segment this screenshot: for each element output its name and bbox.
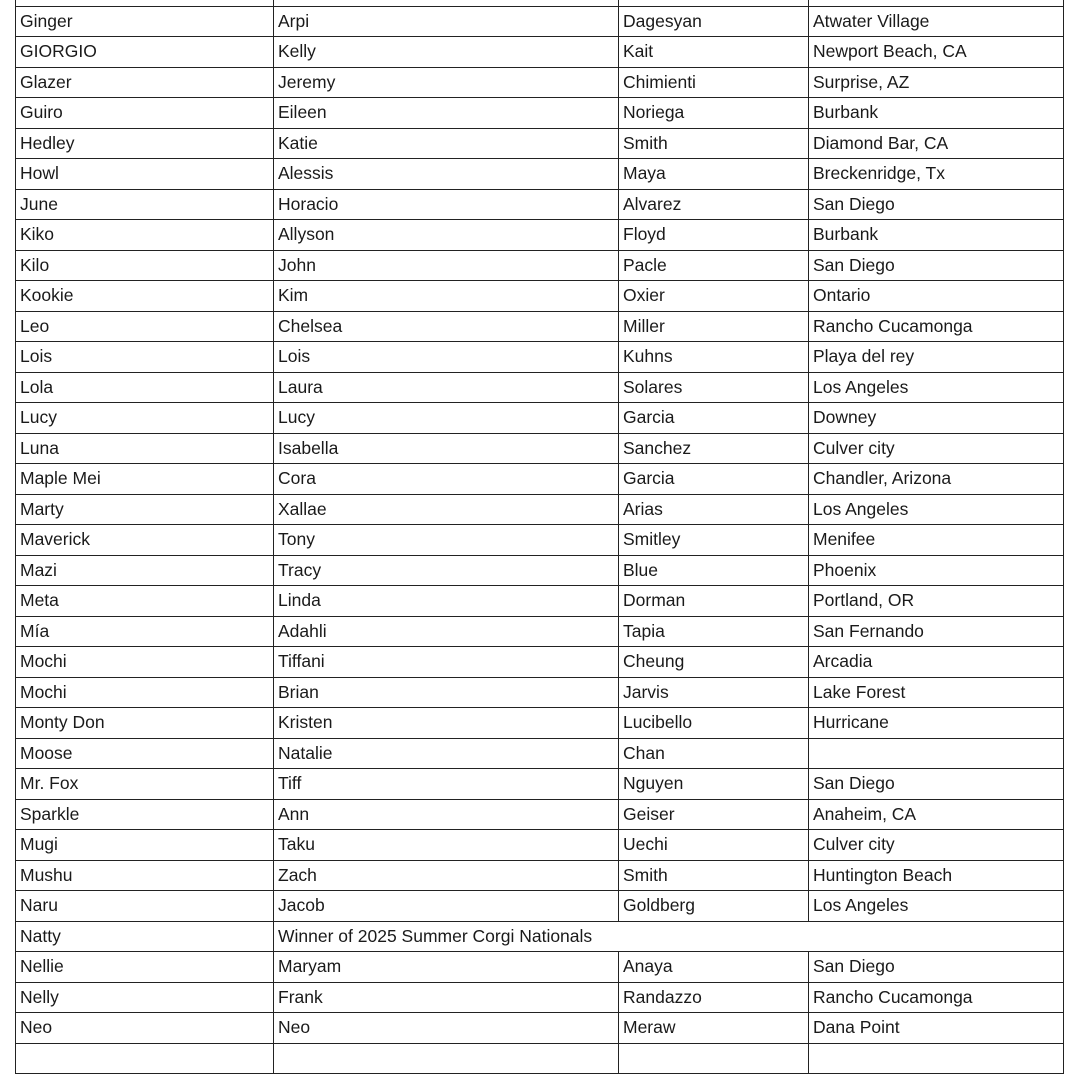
- table-row: [16, 128, 1064, 159]
- cell-pet[interactable]: Leo: [16, 311, 274, 342]
- cell-pet[interactable]: Marty: [16, 494, 274, 525]
- cell-empty[interactable]: [16, 1043, 274, 1074]
- cell-location[interactable]: Rancho Cucamonga: [809, 311, 1064, 342]
- table-row: [16, 281, 1064, 312]
- cell-location[interactable]: Los Angeles: [809, 372, 1064, 403]
- table-row: [16, 311, 1064, 342]
- cell-pet[interactable]: GIORGIO: [16, 37, 274, 68]
- cell-first-name[interactable]: Tiffani: [274, 647, 619, 678]
- cell-pet[interactable]: Maverick: [16, 525, 274, 556]
- cell-location[interactable]: Chandler, Arizona: [809, 464, 1064, 495]
- cell-location[interactable]: Lake Forest: [809, 677, 1064, 708]
- cell-last-name[interactable]: Anaya: [619, 952, 809, 983]
- cell-last-name[interactable]: Smith: [619, 860, 809, 891]
- cell-pet[interactable]: Mazi: [16, 555, 274, 586]
- cell-pet[interactable]: Sparkle: [16, 799, 274, 830]
- cell-pet[interactable]: Hedley: [16, 128, 274, 159]
- cell-location[interactable]: Diamond Bar, CA: [809, 128, 1064, 159]
- cell-location[interactable]: Burbank: [809, 220, 1064, 251]
- cell-first-name[interactable]: Zach: [274, 860, 619, 891]
- table-row: [16, 98, 1064, 129]
- cell-last-name[interactable]: Goldberg: [619, 891, 809, 922]
- cell-last-name[interactable]: Chimienti: [619, 67, 809, 98]
- cell-location[interactable]: Los Angeles: [809, 494, 1064, 525]
- cell-first-name[interactable]: Ann: [274, 799, 619, 830]
- cell-location[interactable]: San Diego: [809, 952, 1064, 983]
- table-row: [16, 830, 1064, 861]
- table-row: [16, 372, 1064, 403]
- cell-first-name[interactable]: Allyson: [274, 220, 619, 251]
- cell-last-name[interactable]: Uechi: [619, 830, 809, 861]
- table-row: [16, 525, 1064, 556]
- cell-location[interactable]: Hurricane: [809, 708, 1064, 739]
- cell-last-name[interactable]: Solares: [619, 372, 809, 403]
- table-row: [16, 647, 1064, 678]
- cell-last-name[interactable]: Nguyen: [619, 769, 809, 800]
- cell-pet[interactable]: Monty Don: [16, 708, 274, 739]
- table-row: [16, 982, 1064, 1013]
- cell-first-name[interactable]: Brian: [274, 677, 619, 708]
- cell-last-name[interactable]: Meraw: [619, 1013, 809, 1044]
- cell-location[interactable]: Dana Point: [809, 1013, 1064, 1044]
- cell-pet[interactable]: Mugi: [16, 830, 274, 861]
- cell-empty[interactable]: [809, 1043, 1064, 1074]
- cell-pet[interactable]: Meta: [16, 586, 274, 617]
- cell-first-name[interactable]: Katie: [274, 128, 619, 159]
- cell-last-name[interactable]: Smith: [619, 128, 809, 159]
- cell-location[interactable]: San Fernando: [809, 616, 1064, 647]
- cell-location[interactable]: Surprise, AZ: [809, 67, 1064, 98]
- table-row: [16, 433, 1064, 464]
- cell-last-name[interactable]: Geiser: [619, 799, 809, 830]
- table-row: [16, 67, 1064, 98]
- spreadsheet: [15, 0, 1063, 1074]
- table-row-partial: [16, 1043, 1064, 1074]
- cell-pet[interactable]: Kilo: [16, 250, 274, 281]
- cell-last-name[interactable]: Cheung: [619, 647, 809, 678]
- cell-pet[interactable]: Moose: [16, 738, 274, 769]
- cell-pet[interactable]: Guiro: [16, 98, 274, 129]
- cell-first-name[interactable]: Kristen: [274, 708, 619, 739]
- cell-first-name[interactable]: John: [274, 250, 619, 281]
- cell-first-name[interactable]: Horacio: [274, 189, 619, 220]
- cell-last-name[interactable]: Kuhns: [619, 342, 809, 373]
- cell-location[interactable]: Los Angeles: [809, 891, 1064, 922]
- cell-first-name[interactable]: Laura: [274, 372, 619, 403]
- table-row: [16, 677, 1064, 708]
- table-row: [16, 494, 1064, 525]
- cell-location[interactable]: Newport Beach, CA: [809, 37, 1064, 68]
- cell-pet[interactable]: Howl: [16, 159, 274, 190]
- table-row: [16, 860, 1064, 891]
- cell-first-name[interactable]: Chelsea: [274, 311, 619, 342]
- cell-pet[interactable]: Natty: [16, 921, 274, 952]
- cell-pet[interactable]: Ginger: [16, 6, 274, 37]
- cell-first-name[interactable]: Maryam: [274, 952, 619, 983]
- cell-location[interactable]: Rancho Cucamonga: [809, 982, 1064, 1013]
- cell-first-name[interactable]: Xallae: [274, 494, 619, 525]
- cell-last-name[interactable]: Garcia: [619, 464, 809, 495]
- cell-last-name[interactable]: Dorman: [619, 586, 809, 617]
- cell-first-name[interactable]: Neo: [274, 1013, 619, 1044]
- cell-first-name[interactable]: Cora: [274, 464, 619, 495]
- cell-pet[interactable]: Glazer: [16, 67, 274, 98]
- cell-last-name[interactable]: Randazzo: [619, 982, 809, 1013]
- cell-pet[interactable]: Lois: [16, 342, 274, 373]
- cell-location[interactable]: Breckenridge, Tx: [809, 159, 1064, 190]
- table-row: [16, 1013, 1064, 1044]
- table-row: [16, 6, 1064, 37]
- table-row: [16, 342, 1064, 373]
- cell-pet[interactable]: Kiko: [16, 220, 274, 251]
- cell-last-name[interactable]: Pacle: [619, 250, 809, 281]
- cell-last-name[interactable]: Oxier: [619, 281, 809, 312]
- table-row: [16, 891, 1064, 922]
- table-body: [16, 0, 1064, 1074]
- table-row: [16, 403, 1064, 434]
- cell-first-name[interactable]: Frank: [274, 982, 619, 1013]
- cell-location[interactable]: Atwater Village: [809, 6, 1064, 37]
- cell-pet[interactable]: Mushu: [16, 860, 274, 891]
- cell-pet[interactable]: Neo: [16, 1013, 274, 1044]
- cell-pet[interactable]: Lucy: [16, 403, 274, 434]
- cell-first-name[interactable]: Tracy: [274, 555, 619, 586]
- cell-last-name[interactable]: Dagesyan: [619, 6, 809, 37]
- cell-last-name[interactable]: Floyd: [619, 220, 809, 251]
- cell-pet[interactable]: Nelly: [16, 982, 274, 1013]
- cell-location[interactable]: Culver city: [809, 433, 1064, 464]
- cell-last-name[interactable]: Noriega: [619, 98, 809, 129]
- table-row: [16, 555, 1064, 586]
- cell-empty[interactable]: [619, 1043, 809, 1074]
- table-row: [16, 952, 1064, 983]
- cell-pet[interactable]: Nellie: [16, 952, 274, 983]
- cell-location[interactable]: Ontario: [809, 281, 1064, 312]
- cell-pet[interactable]: Mía: [16, 616, 274, 647]
- table-row: [16, 250, 1064, 281]
- cell-first-name[interactable]: Kelly: [274, 37, 619, 68]
- cell-last-name[interactable]: Miller: [619, 311, 809, 342]
- cell-last-name[interactable]: Sanchez: [619, 433, 809, 464]
- cell-last-name[interactable]: Chan: [619, 738, 809, 769]
- cell-location[interactable]: Culver city: [809, 830, 1064, 861]
- cell-location[interactable]: Huntington Beach: [809, 860, 1064, 891]
- cell-location[interactable]: Portland, OR: [809, 586, 1064, 617]
- cell-location[interactable]: Phoenix: [809, 555, 1064, 586]
- table-row: [16, 37, 1064, 68]
- table-row: [16, 769, 1064, 800]
- cell-location[interactable]: Menifee: [809, 525, 1064, 556]
- cell-pet[interactable]: Mochi: [16, 647, 274, 678]
- cell-last-name[interactable]: Jarvis: [619, 677, 809, 708]
- cell-first-name[interactable]: Taku: [274, 830, 619, 861]
- cell-first-name[interactable]: Kim: [274, 281, 619, 312]
- cell-location[interactable]: Burbank: [809, 98, 1064, 129]
- cell-merged-note[interactable]: Winner of 2025 Summer Corgi Nationals: [274, 921, 1064, 952]
- cell-location[interactable]: Downey: [809, 403, 1064, 434]
- cell-last-name[interactable]: Alvarez: [619, 189, 809, 220]
- cell-pet[interactable]: Lola: [16, 372, 274, 403]
- table-row: [16, 220, 1064, 251]
- cell-first-name[interactable]: Alessis: [274, 159, 619, 190]
- cell-last-name[interactable]: Lucibello: [619, 708, 809, 739]
- cell-first-name[interactable]: Jeremy: [274, 67, 619, 98]
- table-row: [16, 738, 1064, 769]
- table-row: [16, 708, 1064, 739]
- cell-location[interactable]: San Diego: [809, 189, 1064, 220]
- owners-table: [15, 0, 1064, 1074]
- cell-location[interactable]: Anaheim, CA: [809, 799, 1064, 830]
- cell-pet[interactable]: Mr. Fox: [16, 769, 274, 800]
- cell-empty[interactable]: [274, 1043, 619, 1074]
- table-row: [16, 616, 1064, 647]
- cell-pet[interactable]: Naru: [16, 891, 274, 922]
- table-row: [16, 159, 1064, 190]
- cell-location[interactable]: San Diego: [809, 250, 1064, 281]
- cell-last-name[interactable]: Garcia: [619, 403, 809, 434]
- cell-pet[interactable]: Mochi: [16, 677, 274, 708]
- cell-pet[interactable]: Maple Mei: [16, 464, 274, 495]
- cell-first-name[interactable]: Tiff: [274, 769, 619, 800]
- cell-first-name[interactable]: Adahli: [274, 616, 619, 647]
- cell-first-name[interactable]: Eileen: [274, 98, 619, 129]
- cell-location[interactable]: San Diego: [809, 769, 1064, 800]
- cell-first-name[interactable]: Lois: [274, 342, 619, 373]
- table-row: [16, 464, 1064, 495]
- cell-first-name[interactable]: Natalie: [274, 738, 619, 769]
- cell-location[interactable]: [809, 738, 1064, 769]
- cell-last-name[interactable]: Maya: [619, 159, 809, 190]
- cell-first-name[interactable]: Arpi: [274, 6, 619, 37]
- table-row: [16, 586, 1064, 617]
- cell-last-name[interactable]: Arias: [619, 494, 809, 525]
- table-row: [16, 799, 1064, 830]
- cell-first-name[interactable]: Linda: [274, 586, 619, 617]
- cell-first-name[interactable]: Tony: [274, 525, 619, 556]
- cell-first-name[interactable]: Jacob: [274, 891, 619, 922]
- table-row-merged: [16, 921, 1064, 952]
- cell-last-name[interactable]: Blue: [619, 555, 809, 586]
- cell-pet[interactable]: Kookie: [16, 281, 274, 312]
- cell-location[interactable]: Arcadia: [809, 647, 1064, 678]
- table-row: [16, 189, 1064, 220]
- cell-last-name[interactable]: Tapia: [619, 616, 809, 647]
- cell-first-name[interactable]: Lucy: [274, 403, 619, 434]
- cell-first-name[interactable]: Isabella: [274, 433, 619, 464]
- cell-last-name[interactable]: Kait: [619, 37, 809, 68]
- cell-pet[interactable]: June: [16, 189, 274, 220]
- cell-location[interactable]: Playa del rey: [809, 342, 1064, 373]
- cell-last-name[interactable]: Smitley: [619, 525, 809, 556]
- cell-pet[interactable]: Luna: [16, 433, 274, 464]
